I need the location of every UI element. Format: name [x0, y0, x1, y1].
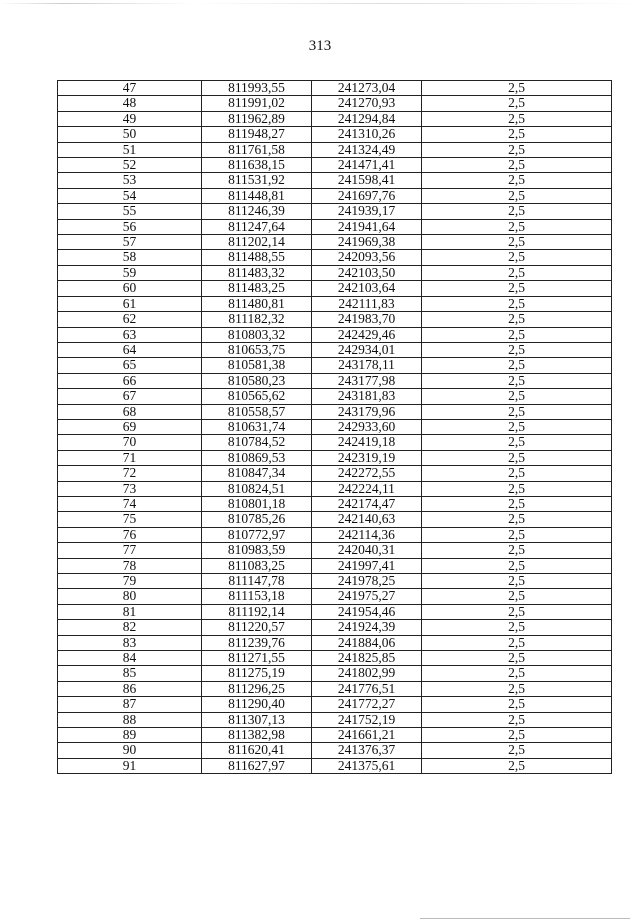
x-coordinate-cell: 811382,98 [202, 728, 312, 743]
value-cell: 2,5 [422, 435, 612, 450]
table-row [58, 296, 612, 311]
value-cell: 2,5 [422, 527, 612, 542]
y-coordinate-cell: 241978,25 [312, 574, 422, 589]
y-coordinate-cell: 241375,61 [312, 758, 422, 773]
value-cell: 2,5 [422, 589, 612, 604]
x-coordinate-cell: 810983,59 [202, 543, 312, 558]
table-row [58, 635, 612, 650]
point-number-cell: 50 [58, 127, 202, 142]
table-row [58, 604, 612, 619]
value-cell: 2,5 [422, 188, 612, 203]
point-number-cell: 86 [58, 681, 202, 696]
x-coordinate-cell: 810558,57 [202, 404, 312, 419]
point-number-cell: 71 [58, 450, 202, 465]
y-coordinate-cell: 242114,36 [312, 527, 422, 542]
point-number-cell: 59 [58, 265, 202, 280]
point-number-cell: 87 [58, 697, 202, 712]
table-row [58, 558, 612, 573]
x-coordinate-cell: 811296,25 [202, 681, 312, 696]
point-number-cell: 47 [58, 81, 202, 96]
x-coordinate-cell: 811993,55 [202, 81, 312, 96]
value-cell: 2,5 [422, 404, 612, 419]
table-row [58, 158, 612, 173]
point-number-cell: 67 [58, 389, 202, 404]
point-number-cell: 58 [58, 250, 202, 265]
y-coordinate-cell: 242174,47 [312, 496, 422, 511]
table-row [58, 419, 612, 434]
x-coordinate-cell: 811246,39 [202, 204, 312, 219]
point-number-cell: 75 [58, 512, 202, 527]
y-coordinate-cell: 242103,50 [312, 265, 422, 280]
table-row [58, 743, 612, 758]
value-cell: 2,5 [422, 265, 612, 280]
point-number-cell: 60 [58, 281, 202, 296]
x-coordinate-cell: 811761,58 [202, 142, 312, 157]
scan-edge-top [0, 3, 640, 4]
x-coordinate-cell: 811531,92 [202, 173, 312, 188]
value-cell: 2,5 [422, 235, 612, 250]
y-coordinate-cell: 243179,96 [312, 404, 422, 419]
x-coordinate-cell: 811271,55 [202, 651, 312, 666]
x-coordinate-cell: 810784,52 [202, 435, 312, 450]
y-coordinate-cell: 241661,21 [312, 728, 422, 743]
x-coordinate-cell: 811962,89 [202, 111, 312, 126]
table-row [58, 219, 612, 234]
x-coordinate-cell: 811483,32 [202, 265, 312, 280]
table-row [58, 281, 612, 296]
point-number-cell: 70 [58, 435, 202, 450]
y-coordinate-cell: 242224,11 [312, 481, 422, 496]
table-row [58, 265, 612, 280]
point-number-cell: 85 [58, 666, 202, 681]
value-cell: 2,5 [422, 327, 612, 342]
point-number-cell: 74 [58, 496, 202, 511]
x-coordinate-cell: 811182,32 [202, 312, 312, 327]
x-coordinate-cell: 811991,02 [202, 96, 312, 111]
point-number-cell: 65 [58, 358, 202, 373]
table-row [58, 173, 612, 188]
point-number-cell: 51 [58, 142, 202, 157]
x-coordinate-cell: 811483,25 [202, 281, 312, 296]
point-number-cell: 73 [58, 481, 202, 496]
table-row [58, 666, 612, 681]
value-cell: 2,5 [422, 204, 612, 219]
value-cell: 2,5 [422, 219, 612, 234]
point-number-cell: 80 [58, 589, 202, 604]
x-coordinate-cell: 811638,15 [202, 158, 312, 173]
x-coordinate-cell: 811239,76 [202, 635, 312, 650]
table-row [58, 373, 612, 388]
point-number-cell: 88 [58, 712, 202, 727]
point-number-cell: 82 [58, 620, 202, 635]
x-coordinate-cell: 810803,32 [202, 327, 312, 342]
value-cell: 2,5 [422, 281, 612, 296]
point-number-cell: 48 [58, 96, 202, 111]
table-row [58, 620, 612, 635]
value-cell: 2,5 [422, 512, 612, 527]
y-coordinate-cell: 241376,37 [312, 743, 422, 758]
y-coordinate-cell: 241294,84 [312, 111, 422, 126]
value-cell: 2,5 [422, 543, 612, 558]
x-coordinate-cell: 811083,25 [202, 558, 312, 573]
point-number-cell: 63 [58, 327, 202, 342]
value-cell: 2,5 [422, 96, 612, 111]
table-row [58, 697, 612, 712]
x-coordinate-cell: 810580,23 [202, 373, 312, 388]
x-coordinate-cell: 810772,97 [202, 527, 312, 542]
x-coordinate-cell: 810631,74 [202, 419, 312, 434]
x-coordinate-cell: 810785,26 [202, 512, 312, 527]
y-coordinate-cell: 241772,27 [312, 697, 422, 712]
table-row [58, 481, 612, 496]
y-coordinate-cell: 241802,99 [312, 666, 422, 681]
y-coordinate-cell: 241471,41 [312, 158, 422, 173]
x-coordinate-cell: 810565,62 [202, 389, 312, 404]
point-number-cell: 90 [58, 743, 202, 758]
point-number-cell: 61 [58, 296, 202, 311]
table-row [58, 466, 612, 481]
point-number-cell: 64 [58, 342, 202, 357]
value-cell: 2,5 [422, 419, 612, 434]
x-coordinate-cell: 811480,81 [202, 296, 312, 311]
point-number-cell: 56 [58, 219, 202, 234]
value-cell: 2,5 [422, 450, 612, 465]
value-cell: 2,5 [422, 158, 612, 173]
y-coordinate-cell: 241776,51 [312, 681, 422, 696]
x-coordinate-cell: 811147,78 [202, 574, 312, 589]
point-number-cell: 76 [58, 527, 202, 542]
table-row [58, 204, 612, 219]
point-number-cell: 68 [58, 404, 202, 419]
y-coordinate-cell: 241752,19 [312, 712, 422, 727]
table-row [58, 496, 612, 511]
page-number: 313 [308, 38, 332, 54]
table-row [58, 589, 612, 604]
table-row [58, 728, 612, 743]
y-coordinate-cell: 241310,26 [312, 127, 422, 142]
value-cell: 2,5 [422, 173, 612, 188]
point-number-cell: 57 [58, 235, 202, 250]
x-coordinate-cell: 811247,64 [202, 219, 312, 234]
x-coordinate-cell: 810581,38 [202, 358, 312, 373]
value-cell: 2,5 [422, 358, 612, 373]
y-coordinate-cell: 242934,01 [312, 342, 422, 357]
x-coordinate-cell: 810801,18 [202, 496, 312, 511]
y-coordinate-cell: 241273,04 [312, 81, 422, 96]
value-cell: 2,5 [422, 342, 612, 357]
value-cell: 2,5 [422, 651, 612, 666]
y-coordinate-cell: 241697,76 [312, 188, 422, 203]
value-cell: 2,5 [422, 111, 612, 126]
point-number-cell: 89 [58, 728, 202, 743]
value-cell: 2,5 [422, 296, 612, 311]
table-row [58, 111, 612, 126]
x-coordinate-cell: 811448,81 [202, 188, 312, 203]
value-cell: 2,5 [422, 142, 612, 157]
y-coordinate-cell: 242419,18 [312, 435, 422, 450]
point-number-cell: 91 [58, 758, 202, 773]
value-cell: 2,5 [422, 496, 612, 511]
value-cell: 2,5 [422, 758, 612, 773]
y-coordinate-cell: 243177,98 [312, 373, 422, 388]
y-coordinate-cell: 241975,27 [312, 589, 422, 604]
y-coordinate-cell: 241270,93 [312, 96, 422, 111]
y-coordinate-cell: 242040,31 [312, 543, 422, 558]
table-row [58, 651, 612, 666]
point-number-cell: 79 [58, 574, 202, 589]
y-coordinate-cell: 242140,63 [312, 512, 422, 527]
table-body [58, 81, 612, 774]
x-coordinate-cell: 811275,19 [202, 666, 312, 681]
y-coordinate-cell: 242111,83 [312, 296, 422, 311]
value-cell: 2,5 [422, 681, 612, 696]
point-number-cell: 69 [58, 419, 202, 434]
table-row [58, 435, 612, 450]
point-number-cell: 54 [58, 188, 202, 203]
point-number-cell: 78 [58, 558, 202, 573]
table-row [58, 342, 612, 357]
table-row [58, 358, 612, 373]
point-number-cell: 53 [58, 173, 202, 188]
y-coordinate-cell: 241941,64 [312, 219, 422, 234]
x-coordinate-cell: 811948,27 [202, 127, 312, 142]
coordinates-table [57, 80, 612, 774]
y-coordinate-cell: 242272,55 [312, 466, 422, 481]
x-coordinate-cell: 811627,97 [202, 758, 312, 773]
table-row [58, 389, 612, 404]
y-coordinate-cell: 242933,60 [312, 419, 422, 434]
x-coordinate-cell: 810653,75 [202, 342, 312, 357]
y-coordinate-cell: 243178,11 [312, 358, 422, 373]
table-row [58, 450, 612, 465]
table-row [58, 235, 612, 250]
y-coordinate-cell: 242319,19 [312, 450, 422, 465]
y-coordinate-cell: 241939,17 [312, 204, 422, 219]
table-row [58, 327, 612, 342]
value-cell: 2,5 [422, 574, 612, 589]
table-row [58, 512, 612, 527]
y-coordinate-cell: 241954,46 [312, 604, 422, 619]
point-number-cell: 66 [58, 373, 202, 388]
y-coordinate-cell: 241598,41 [312, 173, 422, 188]
value-cell: 2,5 [422, 389, 612, 404]
x-coordinate-cell: 811620,41 [202, 743, 312, 758]
table-row [58, 142, 612, 157]
x-coordinate-cell: 810847,34 [202, 466, 312, 481]
y-coordinate-cell: 241983,70 [312, 312, 422, 327]
value-cell: 2,5 [422, 250, 612, 265]
x-coordinate-cell: 811307,13 [202, 712, 312, 727]
value-cell: 2,5 [422, 697, 612, 712]
x-coordinate-cell: 810869,53 [202, 450, 312, 465]
table-row [58, 81, 612, 96]
y-coordinate-cell: 242103,64 [312, 281, 422, 296]
value-cell: 2,5 [422, 620, 612, 635]
table-row [58, 574, 612, 589]
point-number-cell: 84 [58, 651, 202, 666]
scan-edge-bottom [420, 918, 630, 919]
value-cell: 2,5 [422, 743, 612, 758]
y-coordinate-cell: 243181,83 [312, 389, 422, 404]
x-coordinate-cell: 811290,40 [202, 697, 312, 712]
value-cell: 2,5 [422, 312, 612, 327]
table-row [58, 96, 612, 111]
table-row [58, 404, 612, 419]
value-cell: 2,5 [422, 558, 612, 573]
table-row [58, 543, 612, 558]
value-cell: 2,5 [422, 466, 612, 481]
value-cell: 2,5 [422, 666, 612, 681]
y-coordinate-cell: 241924,39 [312, 620, 422, 635]
y-coordinate-cell: 241969,38 [312, 235, 422, 250]
value-cell: 2,5 [422, 728, 612, 743]
table-row [58, 681, 612, 696]
x-coordinate-cell: 811202,14 [202, 235, 312, 250]
table-row [58, 758, 612, 773]
x-coordinate-cell: 811488,55 [202, 250, 312, 265]
point-number-cell: 83 [58, 635, 202, 650]
point-number-cell: 62 [58, 312, 202, 327]
value-cell: 2,5 [422, 81, 612, 96]
table-row [58, 527, 612, 542]
y-coordinate-cell: 241825,85 [312, 651, 422, 666]
y-coordinate-cell: 242093,56 [312, 250, 422, 265]
point-number-cell: 77 [58, 543, 202, 558]
x-coordinate-cell: 811220,57 [202, 620, 312, 635]
y-coordinate-cell: 242429,46 [312, 327, 422, 342]
value-cell: 2,5 [422, 635, 612, 650]
table-row [58, 188, 612, 203]
point-number-cell: 52 [58, 158, 202, 173]
value-cell: 2,5 [422, 373, 612, 388]
point-number-cell: 72 [58, 466, 202, 481]
x-coordinate-cell: 810824,51 [202, 481, 312, 496]
point-number-cell: 49 [58, 111, 202, 126]
table-row [58, 250, 612, 265]
y-coordinate-cell: 241884,06 [312, 635, 422, 650]
x-coordinate-cell: 811192,14 [202, 604, 312, 619]
table-row [58, 312, 612, 327]
y-coordinate-cell: 241324,49 [312, 142, 422, 157]
value-cell: 2,5 [422, 712, 612, 727]
table-row [58, 712, 612, 727]
value-cell: 2,5 [422, 127, 612, 142]
value-cell: 2,5 [422, 481, 612, 496]
value-cell: 2,5 [422, 604, 612, 619]
x-coordinate-cell: 811153,18 [202, 589, 312, 604]
y-coordinate-cell: 241997,41 [312, 558, 422, 573]
point-number-cell: 81 [58, 604, 202, 619]
point-number-cell: 55 [58, 204, 202, 219]
table-row [58, 127, 612, 142]
